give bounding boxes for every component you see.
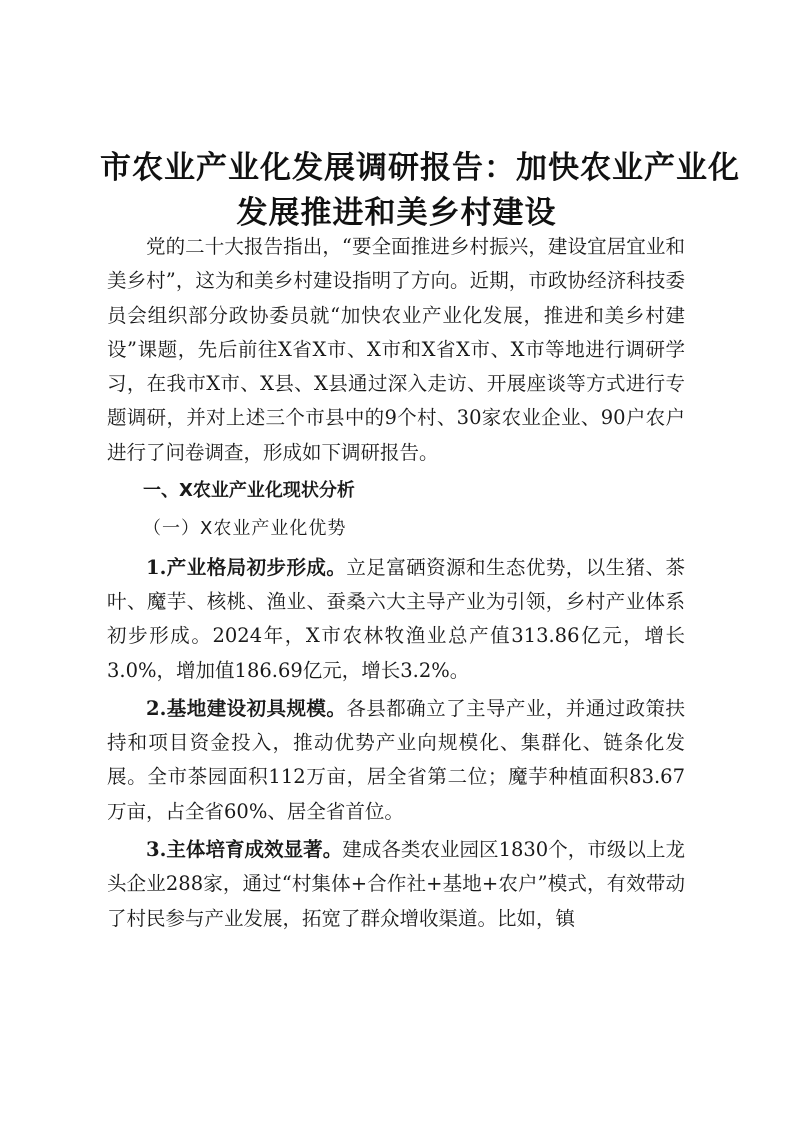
document-title-line-2: 发展推进和美乡村建设	[236, 195, 557, 231]
document-body	[107, 230, 685, 940]
item-lead: 2.基地建设初具规模。	[146, 696, 347, 720]
item-lead: 1.产业格局初步形成。	[146, 555, 347, 579]
item-lead: 3.主体培育成效显著。	[146, 838, 343, 862]
intro-paragraph: 党的二十大报告指出，“要全面推进乡村振兴，建设宜居宜业和美乡村”，这为和美乡村建设指明了方向。近期，市政协经济科技委员会组织部分政协委员就“加快农业产业化发展，推进和美乡村建设”课题，先后前往X省X市、X市和X省X市、X市等地进行调研学习，在我市X市、X县、X县通过深入走访、开展座谈等方式进行专题调研，并对上述三个市县中的9个村、30家农业企业、90户农户进行了问卷调查，形成如下调研报告。	[107, 235, 685, 464]
document-title-line-1: 市农业产业化发展调研报告：加快农业产业化	[100, 150, 740, 186]
item-paragraph-2	[107, 692, 685, 829]
section-heading: 一、X农业产业化现状分析	[143, 480, 355, 502]
item-text: 建成各类农业园区1830个，市级以上龙头企业288家，通过“村集体+合作社+基地+农户”模式，有效带动了村民参与产业发展，拓宽了群众增收渠道。比如，镇	[107, 838, 685, 930]
item-paragraph-3	[107, 833, 685, 936]
subsection-heading: （一）X农业产业化优势	[143, 518, 347, 540]
item-text: 立足富硒资源和生态优势，以生猪、茶叶、魔芋、核桃、渔业、蚕桑六大主导产业为引领，乡村产业体系初步形成。2024年，X市农林牧渔业总产值313.86亿元，增长3.0%，增加值186.69亿元，增长3.2%。	[107, 555, 685, 682]
item-text: 各县都确立了主导产业，并通过政策扶持和项目资金投入，推动优势产业向规模化、集群化、链条化发展。全市茶园面积112万亩，居全省第二位；魔芋种植面积83.67万亩，占全省60%、居全省首位。	[107, 696, 685, 823]
item-paragraph-1	[107, 551, 685, 688]
